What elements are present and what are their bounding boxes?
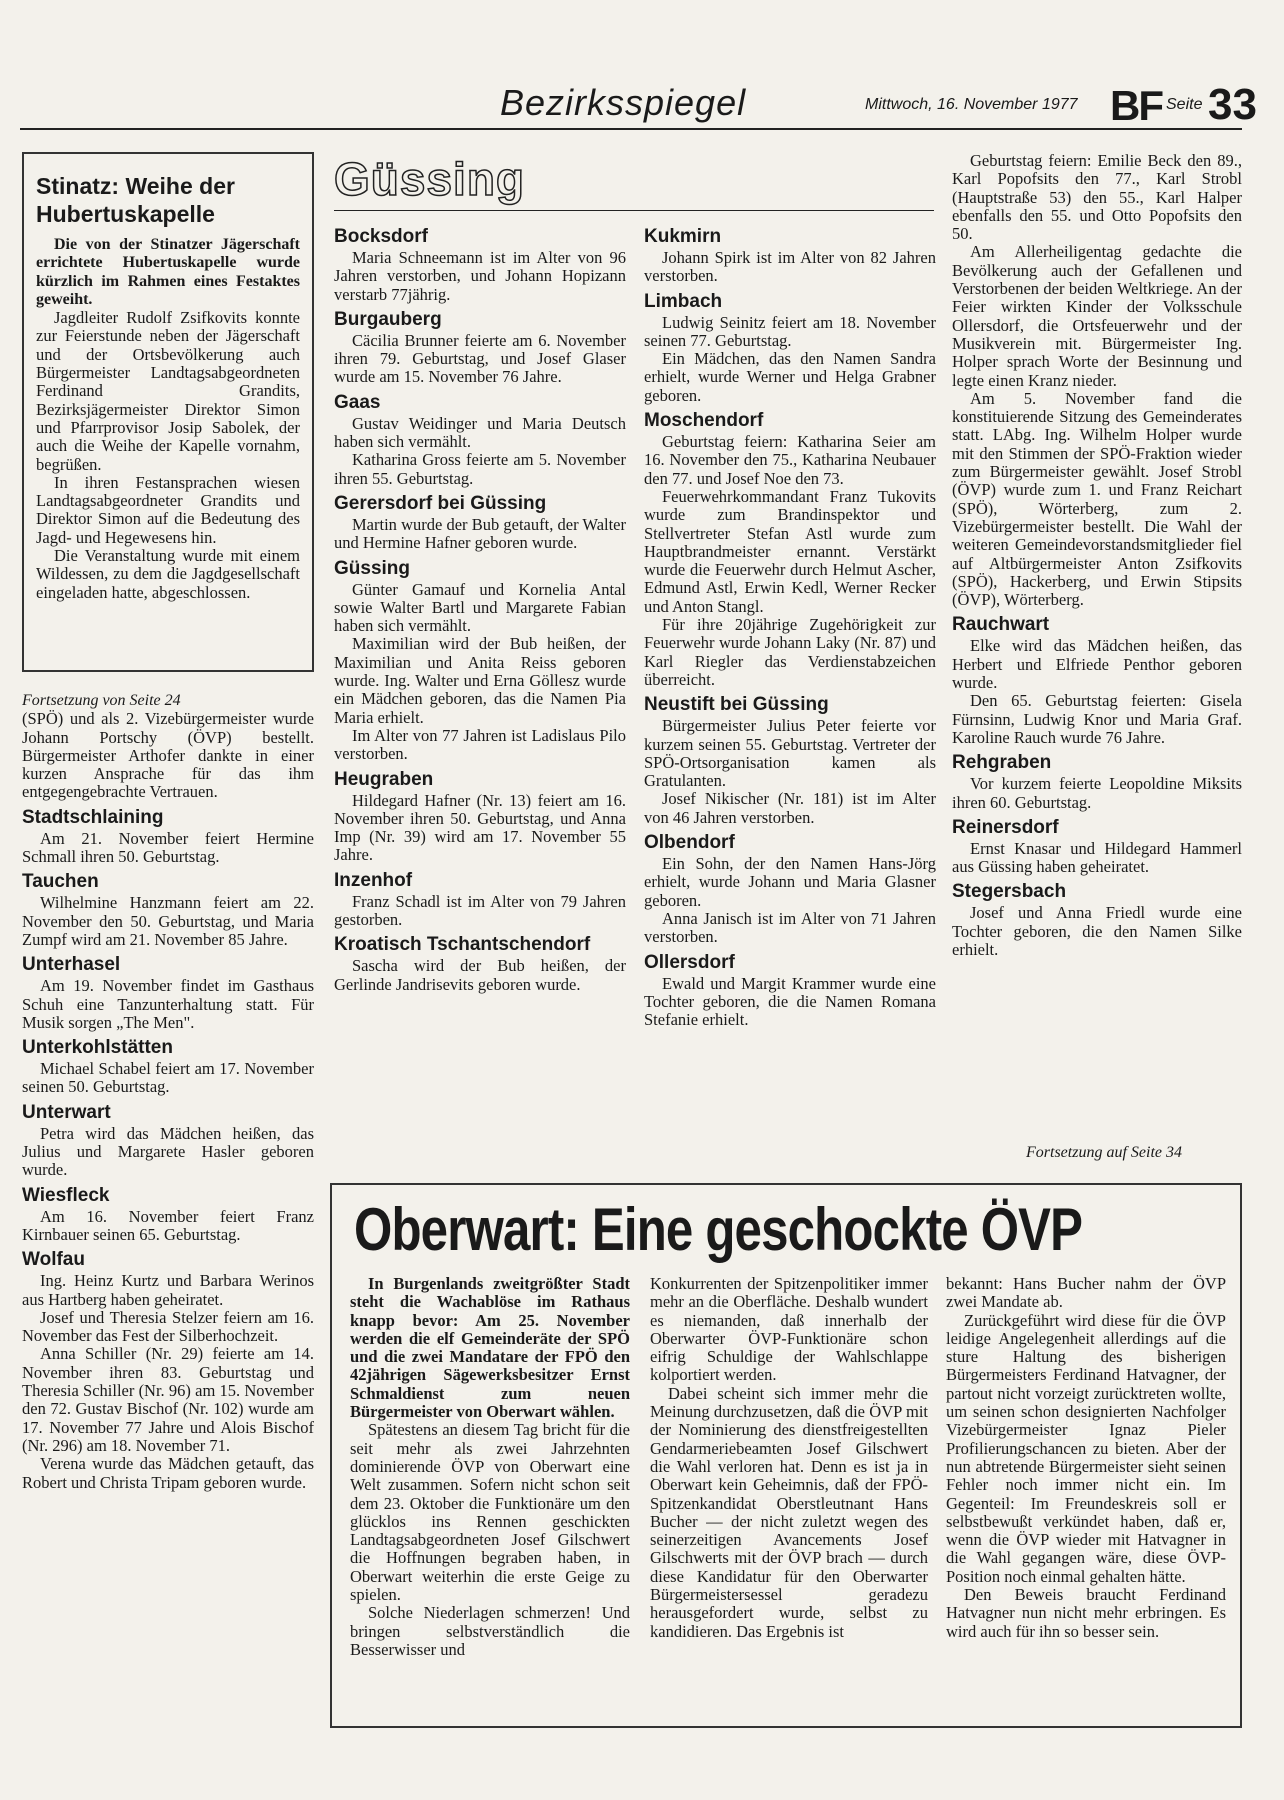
article-paragraph: Ludwig Seinitz feiert am 18. November seinen 77. Geburtstag.: [644, 312, 936, 350]
article-paragraph: Verena wurde das Mädchen getauft, das Robert und Christa Tripam geboren wurde.: [22, 1454, 314, 1492]
article-paragraph: Am 5. November fand die konstituierende Sitzung des Gemeinderates statt. LAbg. Ing. Wilhelm Holper wurde mit den Stimmen der SPÖ-Fraktion wieder zum Bürgermeister gewählt. Josef Strobl (ÖVP) wurde zum 1. und Franz Reichart (SPÖ), Wörterberg, zum 2. Vizebürgermeister bestellt. Die Wahl der weiteren Gemeindevorstandsmitglieder fiel auf Altbürgermeister Anton Zsifkovits (SPÖ), Hackerberg, und Erwin Stipsits (ÖVP), Wörterberg.: [952, 388, 1242, 610]
place-heading: Rauchwart: [952, 614, 1050, 636]
article-paragraph: Elke wird das Mädchen heißen, das Herbert und Elfriede Penthor geboren wurde.: [952, 636, 1242, 693]
place-heading: Wolfau: [22, 1249, 85, 1271]
article-paragraph: Michael Schabel feiert am 17. November seinen 50. Geburtstag.: [22, 1059, 314, 1097]
article-paragraph: Geburtstag feiern: Emilie Beck den 89., Karl Popofsits den 77., Karl Strobl (Hauptstraße 53) den 55., Karl Halper ebenfalls den 55. und Otto Popofsits den 50.: [952, 151, 1242, 244]
place-heading: Limbach: [644, 290, 723, 312]
place-heading: Bocksdorf: [334, 226, 428, 247]
article-paragraph: Johann Spirk ist im Alter von 82 Jahren verstorben.: [644, 248, 936, 286]
page-number: 33: [1208, 80, 1257, 129]
article-paragraph: Maximilian wird der Bub heißen, der Maximilian und Anita Reiss geboren wurde. Ing. Walter und Erna Göllesz wurde ein Mädchen geboren, das die Namen Pia Maria erhielt.: [334, 634, 626, 727]
article-paragraph: Ein Mädchen, das den Namen Sandra erhielt, wurde Werner und Helga Grabner geboren.: [644, 349, 936, 405]
article-paragraph: Wilhelmine Hanzmann feiert am 22. November den 50. Geburtstag, und Maria Zumpf wird am 21. November 85 Jahre.: [22, 893, 314, 949]
place-heading: Güssing: [334, 557, 411, 579]
place-heading: Reinersdorf: [952, 816, 1059, 838]
stinatz-article-box: [22, 152, 314, 672]
article-paragraph: Zurückgeführt wird diese für die ÖVP leidige Angelegenheit allerdings auf die sture Haltung des bisherigen Bürgermeisters Ferdinand Hatvagner, der partout nicht vorzeigt zurücktreten wollte, um seinen schon designierten Nachfolger Vizebürgermeister Ignaz Pieler Profilierungschancen zu bieten. Aber der nun abtretende Bürgermeister sieht seinen Fehler noch immer nicht ein. Im Gegenteil: Im Freundeskreis soll er selbstbewußt verkündet haben, daß er, wenn die ÖVP wieder mit Hatvagner in die Wahl gegangen wäre, diese ÖVP-Position noch einmal gehalten hätte.: [946, 1310, 1226, 1586]
continuation-next: Fortsetzung auf Seite 34: [1026, 1144, 1182, 1161]
article-paragraph: Dabei scheint sich immer mehr die Meinung durchzusetzen, daß die ÖVP mit der Nominierung des dienstfreigestellten Gendarmeriebeamten Josef Gilschwert die Wahl verloren hat. Denn es ist ja in Oberwart kein Geheimnis, daß der FPÖ-Spitzenkandidat Oberstleutnant Hans Bucher — der nicht zuletzt wegen des seinerzeitigen Avancements Josef Gilschwerts mit der ÖVP brach — durch diese Kandidatur für den Oberwarter Bürgermeistersessel geradezu herausgefordert wurde, selbst zu kandidieren. Das Ergebnis ist: [650, 1383, 928, 1641]
article-paragraph: Martin wurde der Bub getauft, der Walter und Hermine Hafner geboren wurde.: [334, 514, 626, 553]
stinatz-paragraph: Die Veranstaltung wurde mit einem Wildessen, zu dem die Jagdgesellschaft eingeladen hatte, abgeschlossen.: [36, 546, 300, 602]
article-paragraph: Vor kurzem feierte Leopoldine Miksits ihren 60. Geburtstag.: [952, 774, 1242, 812]
article-paragraph: Im Alter von 77 Jahren ist Ladislaus Pilo verstorben.: [334, 725, 626, 764]
stinatz-paragraph: Jagdleiter Rudolf Zsifkovits konnte zur Feierstunde neben der Jägerschaft und der Ortsbevölkerung auch Bürgermeister Landtagsabgeordneten Ferdinand Grandits, Bezirksjägermeister Direktor Simon und Pfarrprovisor Josip Sabolek, der auch die Weihe der Kapelle vornahm, begrüßen.: [36, 308, 300, 474]
article-paragraph: Sascha wird der Bub heißen, der Gerlinde Jandrisevits geboren wurde.: [334, 956, 626, 994]
section-title: Bezirksspiegel: [500, 82, 747, 123]
place-heading: Unterwart: [22, 1101, 111, 1123]
place-heading: Rehgraben: [952, 752, 1052, 774]
article-paragraph: (SPÖ) und als 2. Vizebürgermeister wurde Johann Portschy (ÖVP) bestellt. Bürgermeister Arthofer dankte in einer kurzen Ansprache für das ihm entgegengebrachte Vertrauen.: [22, 709, 314, 802]
article-paragraph: Feuerwehrkommandant Franz Tukovits wurde zum Brandinspektor und Stellvertreter Stefan Astl wurde zum Hauptbrandmeister ernannt. Verstärkt wurde die Feuerwehr durch Helmut Ascher, Edmund Astl, Erwin Kedl, Werner Recker und Anton Stangl.: [644, 486, 936, 616]
article-paragraph: Josef Nikischer (Nr. 181) ist im Alter von 46 Jahren verstorben.: [644, 789, 936, 827]
article-paragraph: Für ihre 20jährige Zugehörigkeit zur Feuerwehr wurde Johann Laky (Nr. 87) und Karl Riegler das Verdienstabzeichen überreicht.: [644, 615, 936, 689]
guessing-section-title: Güssing: [334, 153, 526, 205]
oberwart-headline: Oberwart: Eine geschockte ÖVP: [354, 1196, 1083, 1263]
article-paragraph: Cäcilia Brunner feierte am 6. November ihren 79. Geburtstag, und Josef Glaser wurde am 15. November 76 Jahre.: [334, 330, 626, 387]
article-paragraph: Hildegard Hafner (Nr. 13) feiert am 16. November ihren 50. Geburtstag, und Anna Imp (Nr. 39) wird am 17. November 55 Jahre.: [334, 790, 626, 865]
issue-date: Mittwoch, 16. November 1977: [865, 96, 1078, 113]
place-heading: Kukmirn: [644, 226, 722, 247]
oberwart-article-box: [330, 1183, 1242, 1728]
place-heading: Kroatisch Tschantschendorf: [334, 934, 591, 956]
oberwart-column-1: [350, 1275, 630, 1659]
place-heading: Neustift bei Güssing: [644, 694, 829, 716]
article-paragraph: Ing. Heinz Kurtz und Barbara Werinos aus Hartberg haben geheiratet.: [22, 1271, 314, 1309]
article-paragraph: Franz Schadl ist im Alter von 79 Jahren gestorben.: [334, 891, 626, 930]
continuation-note: Fortsetzung von Seite 24: [22, 692, 181, 709]
newspaper-logo: BF: [1110, 82, 1162, 129]
place-heading: Burgauberg: [334, 308, 442, 330]
place-heading: Stadtschlaining: [22, 806, 164, 828]
column-2: [334, 226, 626, 994]
oberwart-column-3: [946, 1275, 1226, 1641]
article-paragraph: Anna Schiller (Nr. 29) feierte am 14. November ihren 83. Geburtstag und Theresia Schiller (Nr. 96) am 15. November den 72. Gustav Bischof (Nr. 102) wurde am 17. November 77 Jahre und Alois Bischof (Nr. 296) am 18. November 71.: [22, 1344, 314, 1455]
place-heading: Gaas: [334, 391, 381, 413]
article-paragraph: Solche Niederlagen schmerzen! Und bringen selbstverständlich die Besserwisser und: [350, 1603, 630, 1659]
article-paragraph: Bürgermeister Julius Peter feierte vor kurzem seinen 55. Geburtstag. Vertreter der SPÖ-Ortsorganisation kamen als Gratulanten.: [644, 716, 936, 791]
article-paragraph: Ein Sohn, der den Namen Hans-Jörg erhielt, wurde Johann und Maria Glasner geboren.: [644, 854, 936, 910]
page-header: [20, 78, 1257, 130]
article-paragraph: Am 16. November feiert Franz Kirnbauer seinen 65. Geburtstag.: [22, 1206, 314, 1244]
article-paragraph: Petra wird das Mädchen heißen, das Julius und Margarete Hasler geboren wurde.: [22, 1123, 314, 1180]
article-paragraph: Am Allerheiligentag gedachte die Bevölkerung auch der Gefallenen und Verstorbenen der beiden Weltkriege. An der Feier wirkten Kinder der Volksschule Ollersdorf, die Ortsfeuerwehr und der Musikverein mit. Bürgermeister Ing. Holper sprach Worte der Besinnung und legte einen Kranz nieder.: [952, 242, 1242, 390]
article-paragraph: Maria Schneemann ist im Alter von 96 Jahren verstorben, und Johann Hopizann verstarb 77jährig.: [334, 248, 626, 304]
place-heading: Moschendorf: [644, 410, 764, 432]
page-label: Seite: [1166, 96, 1203, 113]
place-heading: Inzenhof: [334, 869, 413, 891]
place-heading: Unterhasel: [22, 954, 121, 976]
article-paragraph: Ewald und Margit Krammer wurde eine Tochter geboren, die die Namen Romana Stefanie erhielt.: [644, 973, 936, 1030]
place-heading: Heugraben: [334, 768, 434, 790]
article-paragraph: Josef und Anna Friedl wurde eine Tochter geboren, die den Namen Silke erhielt.: [952, 903, 1242, 959]
place-heading: Wiesfleck: [22, 1184, 110, 1206]
column-1: [22, 692, 314, 1492]
article-paragraph: bekannt: Hans Bucher nahm der ÖVP zwei Mandate ab.: [946, 1274, 1226, 1312]
article-paragraph: Den 65. Geburtstag feierten: Gisela Fürnsinn, Ludwig Knor und Maria Graf. Karoline Rauch wurde 76 Jahre.: [952, 691, 1242, 747]
oberwart-column-2: [650, 1275, 928, 1641]
article-paragraph: Den Beweis braucht Ferdinand Hatvagner nun nicht mehr erbringen. Es wird auch für ihn so besser sein.: [946, 1585, 1226, 1641]
place-heading: Unterkohlstätten: [22, 1037, 173, 1059]
article-paragraph: Katharina Gross feierte am 5. November ihren 55. Geburtstag.: [334, 450, 626, 488]
stinatz-lead: Die von der Stinatzer Jägerschaft errichtete Hubertuskapelle wurde kürzlich im Rahmen eines Festaktes geweiht.: [36, 236, 300, 308]
place-heading: Stegersbach: [952, 881, 1067, 903]
article-paragraph: Spätestens an diesem Tag bricht für die seit mehr als zwei Jahrzehnten dominierende ÖVP von Oberwart eine Welt zusammen. Sofern nicht schon seit dem 23. Oktober die Funktionäre um den glücklos ins Rennen geschickten Landtagsabgeordneten Josef Gilschwert die Hoffnungen begraben haben, in Oberwart weiterhin die erste Geige zu spielen.: [350, 1420, 630, 1605]
article-paragraph: Am 21. November feiert Hermine Schmall ihren 50. Geburtstag.: [22, 828, 314, 867]
article-paragraph: Anna Janisch ist im Alter von 71 Jahren verstorben.: [644, 908, 936, 947]
place-heading: Gerersdorf bei Güssing: [334, 492, 547, 514]
article-paragraph: Gustav Weidinger und Maria Deutsch haben sich vermählt.: [334, 413, 626, 452]
stinatz-paragraph: In ihren Festansprachen wiesen Landtagsabgeordneter Grandits und Direktor Simon auf die Bedeutung des Jagd- und Hegewesens hin.: [36, 472, 300, 547]
article-paragraph: Günter Gamauf und Kornelia Antal sowie Walter Bartl und Margarete Fabian haben sich vermählt.: [334, 579, 626, 636]
place-heading: Olbendorf: [644, 832, 735, 854]
article-paragraph: Geburtstag feiern: Katharina Seier am 16. November den 75., Katharina Neubauer den 77. und Josef Noe den 73.: [644, 432, 936, 488]
column-3: [644, 226, 936, 1029]
article-paragraph: Ernst Knasar und Hildegard Hammerl aus Güssing haben geheiratet.: [952, 838, 1242, 877]
oberwart-lead: In Burgenlands zweitgrößter Stadt steht die Wachablöse im Rathaus knapp bevor: Am 25. November werden die elf Gemeinderäte der SPÖ und die zwei Mandatare der FPÖ den 42jährigen Sägewerksbesitzer Ernst Schmaldienst zum neuen Bürgermeister von Oberwart wählen.: [350, 1274, 630, 1422]
place-heading: Tauchen: [22, 871, 99, 893]
article-paragraph: Am 19. November findet im Gasthaus Schuh eine Tanzunterhaltung statt. Für Musik sorgen „The Men".: [22, 976, 314, 1032]
column-4: [952, 152, 1242, 959]
article-paragraph: Josef und Theresia Stelzer feiern am 16. November das Fest der Silberhochzeit.: [22, 1307, 314, 1346]
article-paragraph: Konkurrenten der Spitzenpolitiker immer mehr an die Oberfläche. Deshalb wundert es niemanden, daß innerhalb der Oberwarter ÖVP-Funktionäre schon eifrig Schuldige der Wahlschlappe kolportiert werden.: [650, 1274, 928, 1385]
divider: [334, 210, 934, 211]
place-heading: Ollersdorf: [644, 951, 735, 973]
stinatz-headline: Stinatz: Weihe der Hubertuskapelle: [36, 173, 235, 227]
